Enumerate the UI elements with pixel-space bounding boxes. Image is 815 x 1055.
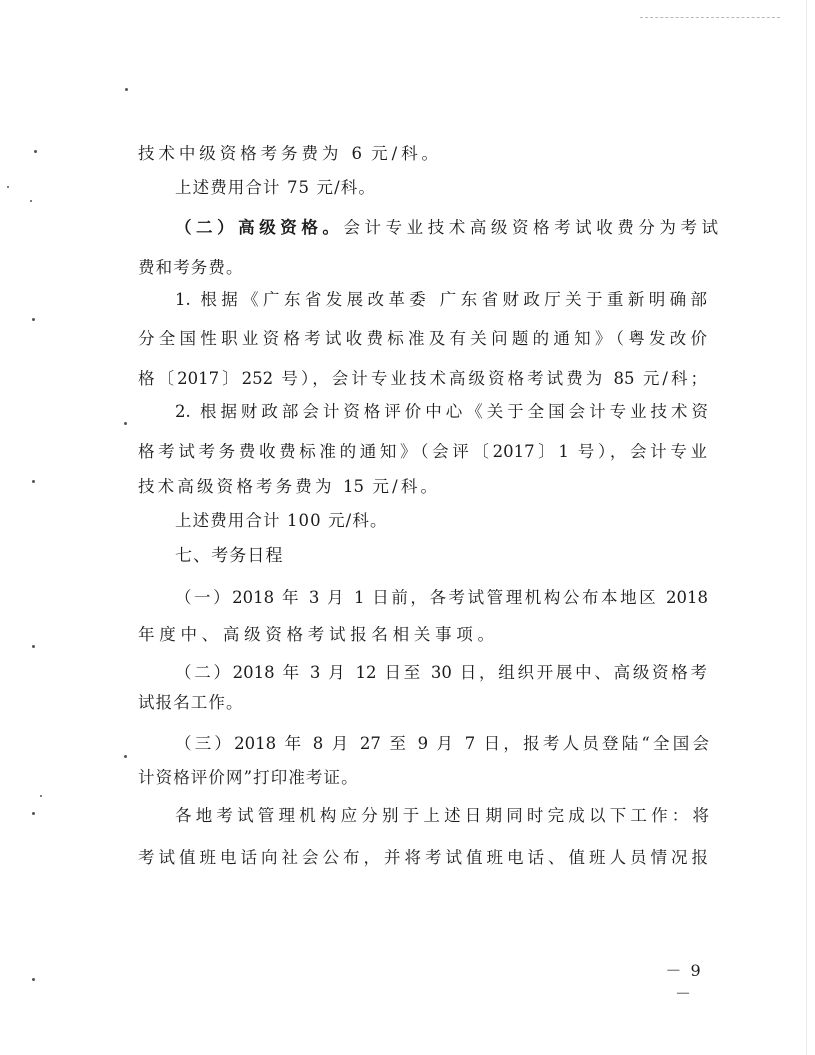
text-line-9: 格考试考务费收费标准的通知》（会评〔2017〕1 号），会计专业 — [138, 442, 707, 461]
text-line-3-body: 会计专业技术高级资格考试收费分为考试 — [343, 218, 719, 237]
text-line-18: 计资格评价网”打印准考证。 — [138, 768, 359, 787]
scan-artifact-line — [640, 17, 780, 18]
text-line-6: 分全国性职业资格考试收费标准及有关问题的通知》（粤发改价 — [138, 329, 707, 348]
text-line-20: 考试值班电话向社会公布，并将考试值班电话、值班人员情况报 — [138, 848, 708, 867]
scan-edge — [806, 0, 807, 1055]
scan-speck — [32, 812, 35, 815]
text-line-13: （一）2018 年 3 月 1 日前，各考试管理机构公布本地区 2018 — [175, 588, 708, 607]
text-line-5: 1. 根据《广东省发展改革委 广东省财政厅关于重新明确部 — [175, 290, 707, 309]
scan-speck — [32, 480, 35, 483]
text-line-8: 2. 根据财政部会计资格评价中心《关于全国会计专业技术资 — [175, 402, 708, 421]
scan-speck — [34, 150, 37, 153]
section-heading: 七、考务日程 — [175, 546, 284, 566]
scan-speck — [124, 755, 127, 758]
scan-speck — [30, 200, 32, 202]
scan-speck — [40, 795, 42, 797]
text-line-19: 各地考试管理机构应分别于上述日期同时完成以下工作：将 — [175, 806, 709, 825]
text-line-17: （三）2018 年 8 月 27 至 9 月 7 日，报考人员登陆“全国会 — [175, 734, 709, 753]
text-line-16: 试报名工作。 — [138, 693, 244, 712]
scan-speck — [32, 318, 35, 321]
subsection-heading: （二）高级资格。 — [175, 218, 344, 237]
text-line-1: 技术中级资格考务费为 6 元/科。 — [138, 144, 438, 163]
page-number: － 9 － — [665, 961, 703, 1003]
text-line-14: 年度中、高级资格考试报名相关事项。 — [138, 625, 494, 644]
text-line-3 — [175, 217, 718, 239]
scan-speck — [32, 645, 35, 648]
scan-speck — [32, 978, 35, 981]
scan-speck — [124, 422, 127, 425]
text-line-2: 上述费用合计 75 元/科。 — [175, 178, 376, 197]
scan-speck — [7, 186, 9, 188]
text-line-4: 费和考务费。 — [138, 258, 244, 277]
scan-speck — [125, 88, 128, 91]
text-line-15: （二）2018 年 3 月 12 日至 30 日，组织开展中、高级资格考 — [175, 663, 707, 682]
text-line-7: 格〔2017〕252 号），会计专业技术高级资格考试费为 85 元/科； — [138, 369, 707, 388]
text-line-10: 技术高级资格考务费为 15 元/科。 — [138, 477, 437, 496]
text-line-11: 上述费用合计 100 元/科。 — [175, 511, 388, 530]
